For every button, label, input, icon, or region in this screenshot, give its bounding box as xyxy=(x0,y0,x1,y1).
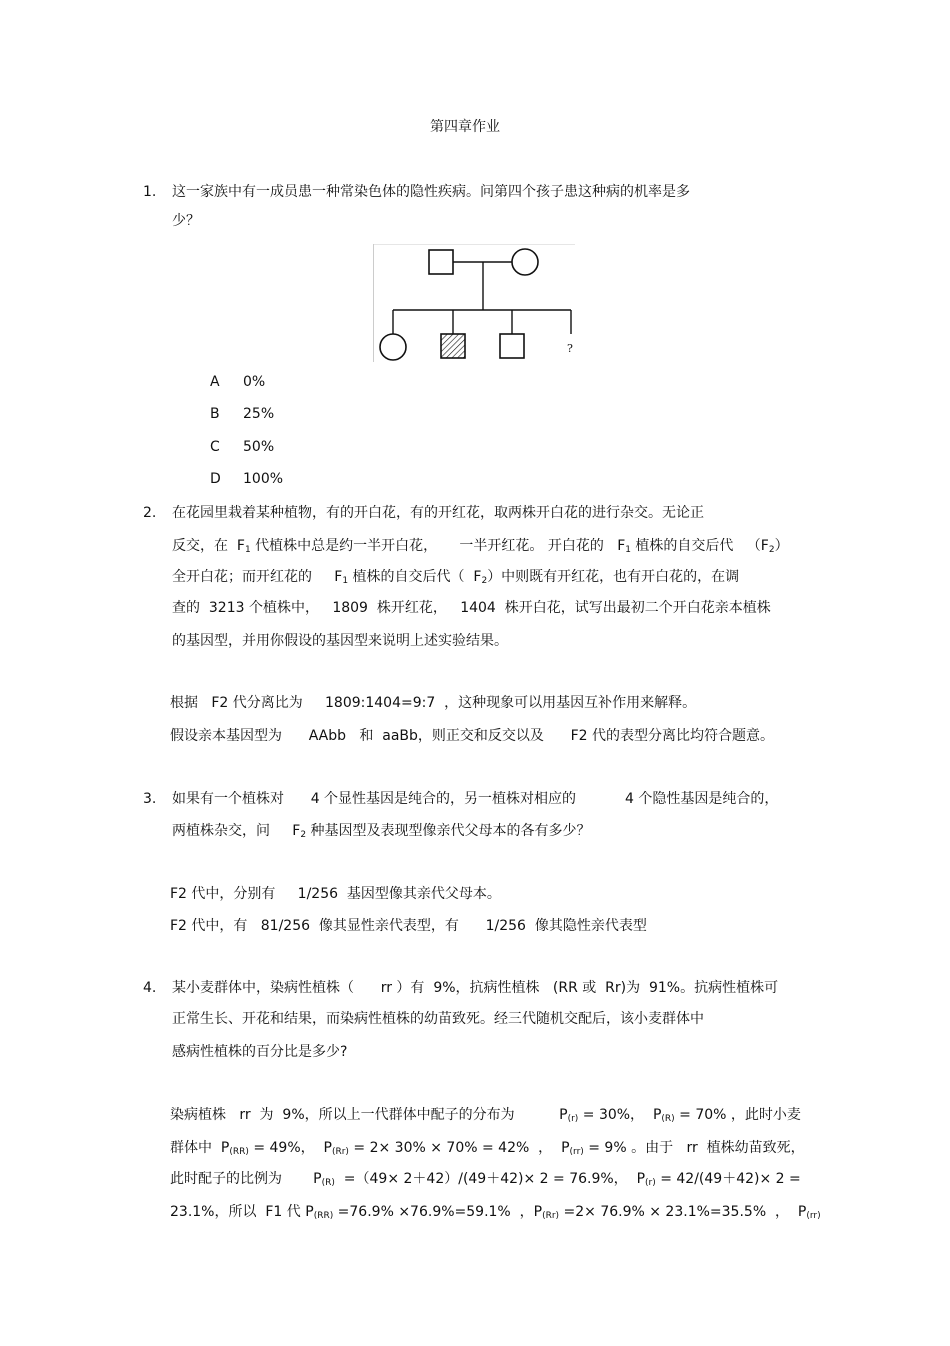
option-b-letter: B xyxy=(210,406,220,422)
q4-answer-line3: 此时配子的比例为 $P_{(R)} =(49\times 2+42)/(49+42)\times 2 = 76.9\%$， $P_{(r)} = 42/(49+42)\times 2$ = xyxy=(170,1171,801,1188)
q3-answer-line2: F2 代中，有 81/256 像其显性亲代表型，有 1/256 像其隐性亲代表型 xyxy=(170,918,647,934)
q4-number: 4. xyxy=(143,980,157,996)
child3-male xyxy=(500,334,524,358)
q4-text-line1: 某小麦群体中，染病性植株（ rr ）有 9%，抗病性植株 (RR 或 Rr)为 91%。抗病性植株可 xyxy=(172,980,779,996)
q2-text-line2: 反交，在 $F_1$ 代植株中总是约一半开白花， 一半开红花。 开白花的 $F_1$ 植株的自交后代 $(F_2)$ xyxy=(172,538,789,555)
father-square xyxy=(429,250,453,274)
option-d-value: 100% xyxy=(243,471,284,487)
q1-text-line1: 这一家族中有一成员患一种常染色体的隐性疾病。问第四个孩子患这种病的机率是多 xyxy=(172,184,690,200)
q3-text-line2: 两植株杂交，问 $F_2$ 种基因型及表现型像亲代父母本的各有多少？ xyxy=(172,823,591,840)
q4-text-line2: 正常生长、开花和结果，而染病性植株的幼苗致死。经三代随机交配后，该小麦群体中 xyxy=(172,1011,704,1027)
child1-female xyxy=(380,334,406,360)
option-b-value: 25% xyxy=(243,406,275,422)
option-a-value: 0% xyxy=(243,374,266,390)
q2-text-line1: 在花园里栽着某种植物，有的开白花，有的开红花，取两株开白花的进行杂交。无论正 xyxy=(172,505,704,521)
q3-answer-line1: F2 代中，分别有 1/256 基因型像其亲代父母本。 xyxy=(170,886,501,902)
q2-number: 2. xyxy=(143,505,157,521)
q2-text-line5: 的基因型，并用你假设的基因型来说明上述实验结果。 xyxy=(172,633,508,649)
child2-affected-male xyxy=(441,334,465,358)
q2-answer-line2: 假设亲本基因型为 AAbb 和 aaBb，则正交和反交以及 F2 代的表型分离比均符合题意。 xyxy=(170,728,775,744)
q2-answer-line1: 根据 F2 代分离比为 1809:1404=9:7 ，这种现象可以用基因互补作用来解释。 xyxy=(170,695,697,711)
option-a-letter: A xyxy=(210,374,220,390)
option-c-letter: C xyxy=(210,439,220,455)
option-c-value: 50% xyxy=(243,439,275,455)
q4-answer-line4: 23.1%，所以 F1 代 $P_{(RR)} =76.9\% \times 76.9\%=59.1\%$ ，$P_{(Rr)} =2\times 76.9\% \times 23.1\%=35.5\%$ ， $P_{(rr)}$ xyxy=(170,1204,821,1221)
pedigree-chart xyxy=(373,244,575,362)
page-title: 第四章作业 xyxy=(430,119,500,135)
q4-answer-line1: 染病植株 rr 为 9%，所以上一代群体中配子的分布为 $P_{(r)} = 30\%$， $P_{(R)} = 70\%$ ，此时小麦 xyxy=(170,1107,801,1124)
q4-text-line3: 感病性植株的百分比是多少? xyxy=(172,1044,348,1060)
q2-text-line3: 全开白花；而开红花的 $F_1$ 植株的自交后代（ $F_2$）中则既有开红花，也有开白花的，在调 xyxy=(172,569,740,586)
option-d-letter: D xyxy=(210,471,221,487)
q4-answer-line2: 群体中 $P_{(RR)} = 49\%$， $P_{(Rr)} = 2\times 30\% \times 70\% = 42\%$ ， $P_{(rr)} = 9\%$ 。由于 rr 植株幼苗致死， xyxy=(170,1140,805,1157)
child4-question-mark: ? xyxy=(567,342,573,355)
q1-number: 1. xyxy=(143,184,157,200)
q3-number: 3. xyxy=(143,791,157,807)
q1-text-line2: 少？ xyxy=(172,213,200,229)
mother-circle xyxy=(512,249,538,275)
q3-text-line1: 如果有一个植株对 4 个显性基因是纯合的，另一植株对相应的 4 个隐性基因是纯合的， xyxy=(172,791,779,807)
q2-text-line4: 查的 3213 个植株中， 1809 株开红花， 1404 株开白花，试写出最初二个开白花亲本植株 xyxy=(172,600,771,616)
